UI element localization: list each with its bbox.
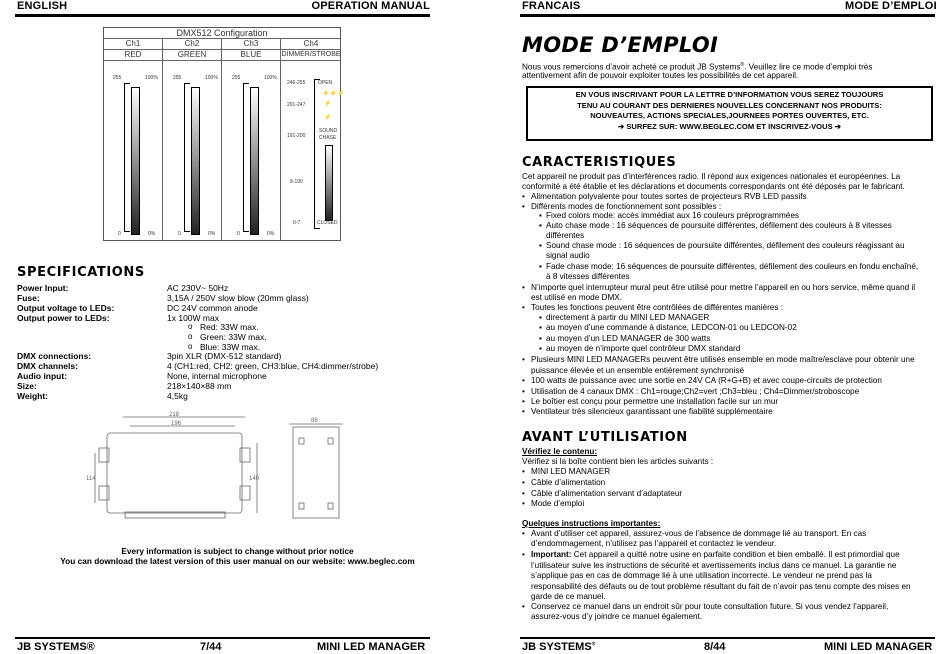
spec-value: 4,5kg — [167, 391, 188, 401]
range-bracket — [243, 83, 249, 232]
bullet: • — [522, 467, 525, 476]
features-paragraph: conformité a été établie et les déclarations et documents correspondants ont été déposés par le fabricant. — [522, 182, 905, 191]
download-line: You can download the latest version of this user manual on our website: www.beglec.com — [60, 556, 415, 566]
instruction-line: assurez-vous d’y joindre ce manuel également. — [531, 612, 703, 621]
features-heading: CARACTERISTIQUES — [522, 155, 677, 170]
percent-min: 0% — [267, 231, 275, 237]
value-min: 0 — [237, 231, 240, 237]
dmx-column-ch4 — [281, 39, 345, 240]
instruction-line: Avant d’utiliser cet appareil, assurez-vous de l’absence de dommage lié au transport. En cas — [531, 529, 867, 538]
state-open: OPEN — [318, 80, 333, 86]
content-item: MINI LED MANAGER — [531, 467, 611, 476]
percent-max: 100% — [145, 75, 158, 81]
range-label: 8-190 — [290, 179, 303, 185]
control-item: au moyen de n’importe quel contrôleur DMX standard — [546, 344, 741, 353]
feature-item: Le boîtier est conçu pour permettre une installation facile sur un mur — [531, 397, 779, 406]
newsletter-line: TENU AU COURANT DES DERNIERES NOUVELLES CONCERNANT NOS PRODUITS: — [577, 100, 882, 110]
spec-value: 3pin XLR (DMX-512 standard) — [167, 351, 282, 361]
dimension-drawing — [85, 408, 355, 528]
channel-name: DIMMER/STROBE — [281, 50, 341, 61]
mode-item-cont: différentes — [546, 231, 585, 240]
control-item: au moyen d’une commande à distance, LEDCON-01 ou LEDCON-02 — [546, 323, 797, 332]
footer-brand: JB SYSTEMS® — [17, 641, 95, 653]
channel-label: Ch1 — [104, 39, 162, 50]
bullet: • — [522, 529, 525, 538]
feature-item: Alimentation polyvalente pour toutes sortes de projecteurs RVB LED passifs — [531, 192, 807, 201]
feature-item: 100 watts de puissance avec une sortie en 24V CA (R+G+B) et avec coupe-circuits de protection — [531, 376, 882, 385]
feature-item-cont: puissance élevée et un ensemble entièrement synchronisé — [531, 366, 745, 375]
strobe-icon: ⚡ — [324, 115, 332, 121]
instruction-line: s’applique pas en cas de dommage lié à une utilisation incorrecte. Le vendeur ne prend pas la — [531, 571, 872, 580]
check-contents-heading: Vérifiez le contenu: — [522, 447, 598, 456]
spec-value: None, internal microphone — [167, 371, 267, 381]
instruction-line: l’utilisateur suive les instructions de sécurité et avertissements inclus dans ce manuel. La garantie ne — [531, 561, 897, 570]
range-label: 201-247 — [287, 102, 306, 108]
mode-item: Fade chase mode: 16 séquences de poursuite différentes, défilement des couleurs en fondu enchaîné, — [546, 262, 919, 271]
percent-max: 100% — [205, 75, 218, 81]
circle-bullet: o — [188, 322, 193, 331]
feature-item: Utilisation de 4 canaux DMX : Ch1=rouge;Ch2=vert ;Ch3=bleu ; Ch4=Dimmer/stroboscope — [531, 387, 860, 396]
newsletter-box — [526, 86, 933, 141]
bullet: • — [522, 499, 525, 508]
spec-key: Output voltage to LEDs: — [17, 303, 115, 313]
header-rule — [15, 14, 430, 17]
channel-name: RED — [104, 50, 162, 61]
state-closed: CLOSED — [317, 220, 338, 226]
value-min: 0 — [118, 231, 121, 237]
spec-value: DC 24V common anode — [167, 303, 258, 313]
spec-value: 4 (CH1:red, CH2: green, CH3:blue, CH4:dimmer/strobe) — [167, 361, 379, 371]
sub-bullet: ▪ — [539, 211, 542, 220]
spec-key: Power Input: — [17, 283, 69, 293]
range-bracket — [314, 79, 320, 229]
newsletter-line: NOUVEAUTES, ACTIONS SPECIALES,JOURNEES PORTES OUVERTES, ETC. — [590, 111, 869, 121]
mode-item-cont: signal audio — [546, 251, 590, 260]
spec-key: Output power to LEDs: — [17, 313, 110, 323]
spec-key: DMX channels: — [17, 361, 78, 371]
range-bracket — [184, 83, 190, 232]
feature-item-cont: est utilisé en mode DMX. — [531, 293, 623, 302]
specifications-heading: SPECIFICATIONS — [17, 265, 145, 280]
mode-item: Sound chase mode : 16 séquences de poursuite différentes, défilement des couleurs réagissant au — [546, 241, 905, 250]
value-min: 0 — [178, 231, 181, 237]
newsletter-line: EN VOUS INSCRIVANT POUR LA LETTRE D’INFORMATION VOUS SEREZ TOUJOURS — [575, 90, 884, 99]
instruction-line: d’endommagement, n’utilisez pas l’appareil et contactez le vendeur. — [531, 539, 777, 548]
intensity-gradient-bar — [250, 87, 259, 235]
mode-item: Fixed colors mode: accès immédiat aux 16 couleurs préprogrammées — [546, 211, 800, 220]
bullet: • — [522, 283, 525, 292]
bullet: • — [522, 202, 525, 211]
spec-key: DMX connections: — [17, 351, 92, 361]
percent-max: 100% — [264, 75, 277, 81]
dmx-column-ch2 — [163, 39, 222, 240]
footer-page-number-fr: 8/44 — [704, 641, 726, 653]
header-rule-fr — [520, 14, 935, 17]
circle-bullet: o — [188, 342, 193, 351]
power-item: Green: 33W max. — [200, 332, 267, 342]
value-max: 255 — [173, 75, 182, 81]
channel-label: Ch4 — [281, 39, 341, 50]
power-item: Red: 33W max. — [200, 322, 259, 332]
bullet: • — [522, 397, 525, 406]
footer-page-number: 7/44 — [200, 641, 222, 653]
bullet: • — [522, 192, 525, 201]
dim-height-total: 140 — [249, 476, 260, 482]
bullet: • — [522, 303, 525, 312]
dim-height-inner: 114 — [86, 476, 96, 482]
percent-min: 0% — [208, 231, 216, 237]
mode-item-cont: à 8 vitesses différentes — [546, 272, 630, 281]
feature-item: N’importe quel interrupteur mural peut être utilisé pour mettre l’appareil en ou hors service, même quand il — [531, 283, 916, 292]
value-max: 255 — [232, 75, 241, 81]
footer-product: MINI LED MANAGER — [317, 641, 426, 653]
sub-bullet: ▪ — [539, 262, 542, 271]
bullet: • — [522, 602, 525, 611]
range-label: 191-200 — [287, 133, 306, 139]
spec-value: 1x 100W max — [167, 313, 219, 323]
bullet: • — [522, 489, 525, 498]
notice-line: Every information is subject to change without prior notice — [121, 546, 354, 556]
content-item: Mode d’emploi — [531, 499, 585, 508]
feature-item: Toutes les fonctions peuvent être contrôlées de différentes manières : — [531, 303, 783, 312]
percent-min: 0% — [148, 231, 156, 237]
bullet: • — [522, 376, 525, 385]
bullet: • — [522, 407, 525, 416]
intro-paragraph: Nous vous remercions d’avoir acheté ce produit JB Systems®. Veuillez lire ce mode d’emploi très — [522, 62, 873, 72]
bullet: • — [522, 355, 525, 364]
dmx-column-ch3 — [222, 39, 281, 240]
footer-product-fr: MINI LED MANAGER — [824, 641, 933, 653]
spec-key: Audio input: — [17, 371, 68, 381]
before-use-heading: AVANT L’UTILISATION — [522, 430, 688, 445]
instruction-line: responsabilité des défauts ou de tout problème résultant du fait de n’avoir pas tenu compte des mises en — [531, 582, 911, 591]
header-title: OPERATION MANUAL — [311, 0, 430, 12]
spec-value: 218×140×88 mm — [167, 381, 232, 391]
dim-depth: 88 — [311, 418, 318, 424]
bullet: • — [522, 550, 525, 559]
spec-key: Weight: — [17, 391, 49, 401]
feature-item: Ventilateur très silencieux garantissant une fiabilité supplémentaire — [531, 407, 773, 416]
range-label: 246-255 — [287, 80, 306, 86]
channel-name: GREEN — [163, 50, 221, 61]
power-item: Blue: 33W max. — [200, 342, 260, 352]
bullet: • — [522, 478, 525, 487]
sub-bullet: ▪ — [539, 241, 542, 250]
content-item: Câble d’alimentation — [531, 478, 606, 487]
sub-bullet: ▪ — [539, 323, 542, 332]
spec-key: Fuse: — [17, 293, 40, 303]
state-sound: SOUND — [319, 128, 338, 134]
dmx-column-ch1 — [104, 39, 163, 240]
feature-item: Différents modes de fonctionnement sont possibles : — [531, 202, 722, 211]
spec-value: 3,15A / 250V slow blow (20mm glass) — [167, 293, 309, 303]
sub-bullet: ▪ — [539, 313, 542, 322]
intensity-gradient-bar — [131, 87, 140, 235]
control-item: au moyen d’un LED MANAGER de 300 watts — [546, 334, 711, 343]
control-item: directement à partir du MINI LED MANAGER — [546, 313, 710, 322]
value-max: 255 — [113, 75, 122, 81]
channel-label: Ch3 — [222, 39, 280, 50]
check-contents-text: Vérifiez si la boîte contient bien les articles suivants : — [522, 457, 714, 466]
channel-label: Ch2 — [163, 39, 221, 50]
page-title: MODE D’EMPLOI — [522, 33, 719, 57]
footer-rule — [15, 637, 430, 639]
dimmer-gradient-bar — [325, 145, 333, 221]
sub-bullet: ▪ — [539, 344, 542, 353]
circle-bullet: o — [188, 332, 193, 341]
spec-key: Size: — [17, 381, 37, 391]
instructions-heading: Quelques instructions importantes: — [522, 519, 661, 528]
footer-rule-fr — [520, 637, 935, 639]
footer-brand-fr: JB SYSTEMS® — [522, 641, 596, 653]
sub-bullet: ▪ — [539, 221, 542, 230]
intro-paragraph-line2: attentivement afin de pouvoir exploiter toutes les possibilités de cet appareil. — [522, 71, 799, 80]
intensity-gradient-bar — [191, 87, 200, 235]
bullet: • — [522, 387, 525, 396]
dim-width-inner: 196 — [171, 421, 182, 427]
sub-bullet: ▪ — [539, 334, 542, 343]
instruction-line: garde de ce manuel. — [531, 592, 606, 601]
spec-value: AC 230V~ 50Hz — [167, 283, 229, 293]
mode-item: Auto chase mode : 16 séquences de poursuite différentes, défilement des couleurs à 8 vitesses — [546, 221, 892, 230]
range-bracket — [124, 83, 130, 232]
header-language-fr: FRANCAIS — [522, 0, 581, 12]
range-label: 0-7 — [293, 220, 301, 226]
instruction-line: Conservez ce manuel dans un endroit sûr pour toute consultation future. Si vous vendez l’appareil, — [531, 602, 889, 611]
newsletter-link[interactable]: ➔ SURFEZ SUR: WWW.BEGLEC.COM ET INSCRIVEZ-VOUS ➔ — [617, 121, 842, 131]
channel-name: BLUE — [222, 50, 280, 61]
strobe-icon: ⚡ — [324, 101, 332, 107]
header-language: ENGLISH — [17, 0, 68, 12]
header-title-fr: MODE D’EMPLOI — [845, 0, 937, 12]
features-paragraph: Cet appareil ne produit pas d’interférences radio. Il répond aux exigences nationales et européennes. La — [522, 172, 901, 181]
strobe-icon: ⚡⚡⚡ — [322, 91, 345, 97]
dmx-config-table — [103, 27, 345, 241]
state-chase: CHASE — [319, 135, 337, 141]
dmx-table-title: DMX512 Configuration — [104, 28, 340, 39]
instruction-line: Important: Cet appareil a quitté notre usine en parfaite condition et bien emballé. Il est primordial que — [531, 550, 900, 559]
content-item: Câble d’alimentation servant d’adaptateur — [531, 489, 683, 498]
feature-item: Plusieurs MINI LED MANAGERs peuvent être utilisés ensemble en mode maître/esclave pour obtenir une — [531, 355, 915, 364]
dim-width-total: 218 — [169, 412, 180, 418]
